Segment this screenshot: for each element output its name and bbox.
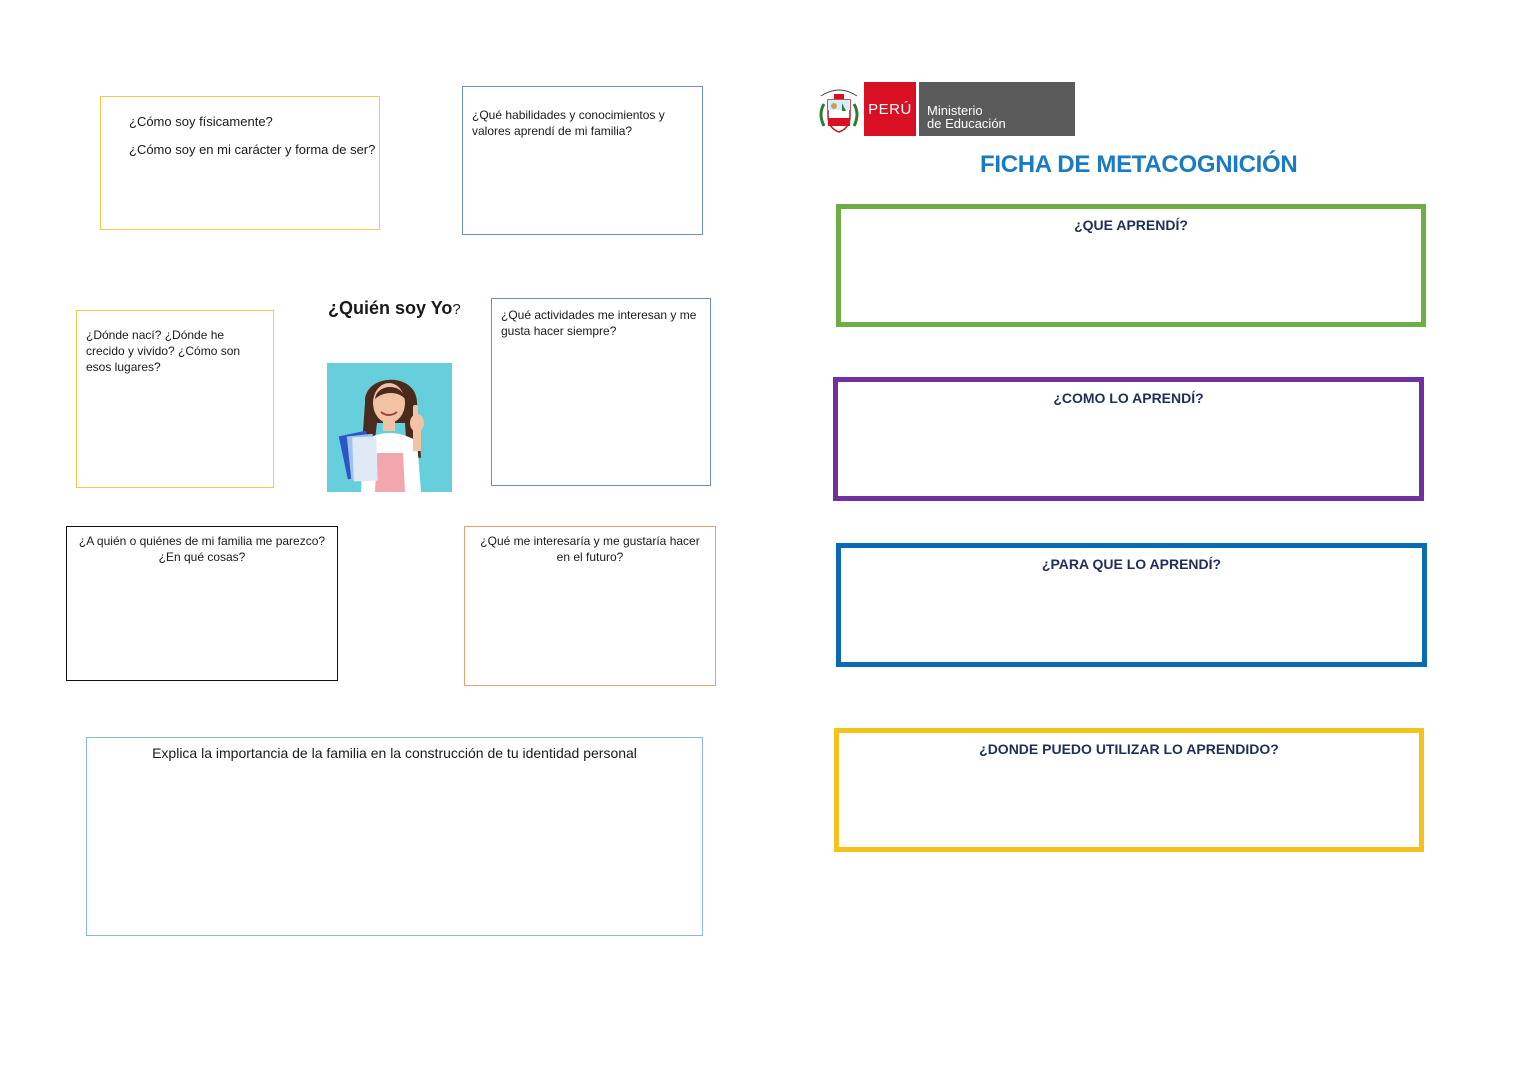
metacognition-box-what-learned[interactable] bbox=[836, 204, 1426, 327]
metacognition-question-where: ¿DONDE PUEDO UTILIZAR LO APRENDIDO? bbox=[979, 741, 1279, 757]
question-family-skills: ¿Qué habilidades y conocimientos y valores aprendí de mi familia? bbox=[472, 108, 665, 138]
metacognition-question-what: ¿QUE APRENDÍ? bbox=[1074, 217, 1188, 233]
question-box-birthplace[interactable] bbox=[76, 310, 274, 488]
question-box-activities[interactable] bbox=[491, 298, 711, 486]
center-title-tail: ? bbox=[452, 301, 461, 318]
question-box-resemblance[interactable] bbox=[66, 526, 338, 681]
peru-coat-of-arms-logo bbox=[816, 84, 862, 136]
question-box-physical[interactable] bbox=[100, 96, 380, 230]
question-birthplace: ¿Dónde nací? ¿Dónde he crecido y vivido? ¿Cómo son esos lugares? bbox=[86, 328, 241, 374]
question-resemblance: ¿A quién o quiénes de mi familia me parezco? ¿En qué cosas? bbox=[78, 534, 326, 564]
question-physical: ¿Cómo soy físicamente? bbox=[129, 114, 273, 129]
ministry-label-logo bbox=[919, 82, 1075, 136]
question-box-future[interactable] bbox=[464, 526, 716, 686]
metacognition-question-why: ¿PARA QUE LO APRENDÍ? bbox=[1041, 556, 1222, 572]
peru-label-logo bbox=[864, 82, 916, 136]
ministry-line1: Ministerio bbox=[927, 103, 983, 118]
ministry-line2: de Educación bbox=[927, 116, 1006, 131]
student-photo bbox=[327, 363, 452, 492]
metacognition-box-how-learned[interactable] bbox=[833, 377, 1424, 501]
peru-label: PERÚ bbox=[868, 100, 912, 118]
metacognition-box-where-use[interactable] bbox=[834, 728, 1424, 852]
question-activities: ¿Qué actividades me interesan y me gusta hacer siempre? bbox=[501, 308, 697, 338]
center-title-main: ¿Quién soy Yo bbox=[328, 298, 453, 318]
question-box-family-importance[interactable] bbox=[86, 737, 703, 936]
metacognition-box-why-learned[interactable] bbox=[836, 543, 1427, 667]
page-title: FICHA DE METACOGNICIÓN bbox=[980, 151, 1298, 178]
question-future: ¿Qué me interesaría y me gustaría hacer en el futuro? bbox=[480, 534, 700, 564]
center-title bbox=[328, 298, 461, 319]
question-character: ¿Cómo soy en mi carácter y forma de ser? bbox=[129, 142, 376, 157]
question-family-importance: Explica la importancia de la familia en la construcción de tu identidad personal bbox=[152, 745, 637, 761]
question-box-family-skills[interactable] bbox=[462, 86, 703, 235]
metacognition-question-how: ¿COMO LO APRENDÍ? bbox=[1053, 390, 1204, 406]
